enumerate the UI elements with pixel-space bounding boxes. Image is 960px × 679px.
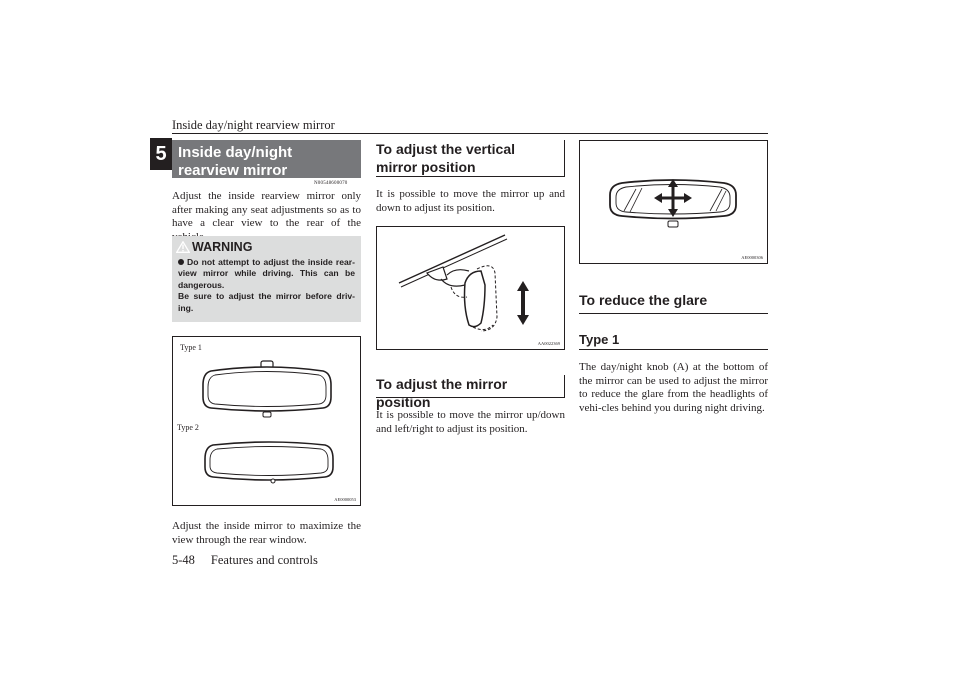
heading-type1: Type 1 <box>579 331 768 350</box>
section-banner: Inside day/night rearview mirror <box>172 140 361 178</box>
mirror-types-figure <box>172 336 361 506</box>
vertical-position-paragraph: It is possible to move the mirror up and down to adjust its position. <box>376 188 565 214</box>
section-code: N00548600070 <box>314 181 348 186</box>
warning-header <box>176 240 355 254</box>
warning-line-1: Do not attempt to adjust the inside rear-view mirror while driving. This can be dangerous. <box>178 257 355 290</box>
page-footer <box>172 553 318 568</box>
after-figure-paragraph: Adjust the inside mirror to maximize the view through the rear window. <box>172 520 361 546</box>
type1-label: Type 1 <box>180 343 202 352</box>
intro-paragraph: Adjust the inside rearview mirror only after making any seat adjustments so as to have a clear view to the rear of the <box>172 190 361 229</box>
running-header: Inside day/night rearview mirror <box>172 118 335 132</box>
bullet-icon <box>178 259 184 265</box>
warning-line-2: Be sure to adjust the mirror before driv-ing. <box>178 291 355 313</box>
figure-code: AA0022369 <box>537 341 560 346</box>
warning-box <box>172 236 361 322</box>
heading-mirror-position: To adjust the mirror position <box>376 375 565 398</box>
vertical-adjust-illustration <box>377 227 564 349</box>
mirror-adjust-illustration <box>580 141 767 263</box>
header-rule <box>172 133 768 134</box>
reduce-glare-paragraph: The day/night knob (A) at the bottom of the mirror can be used to adjust the mirror to reduce the glare from the headlights of vehi-cles behind you during night driving. <box>579 361 768 414</box>
vertical-adjust-figure <box>376 226 565 350</box>
mirror-position-paragraph: It is possible to move the mirror up/down and left/right to adjust its position. <box>376 409 565 435</box>
chapter-tab: 5 <box>150 138 172 170</box>
warning-triangle-icon <box>176 241 190 253</box>
heading-reduce-glare: To reduce the glare <box>579 291 768 314</box>
heading-vertical-mirror-position: To adjust the vertical mirror position <box>376 140 565 177</box>
warning-title: WARNING <box>192 240 253 254</box>
type2-label: Type 2 <box>177 423 199 432</box>
footer-section: Features and controls <box>210 553 318 567</box>
page-number: 5-48 <box>172 553 195 567</box>
figure-code: AE0000306 <box>741 255 763 260</box>
warning-text <box>178 257 355 314</box>
mirror-illustration <box>173 337 360 505</box>
figure-code: AE0000053 <box>334 497 356 502</box>
mirror-adjust-figure <box>579 140 768 264</box>
